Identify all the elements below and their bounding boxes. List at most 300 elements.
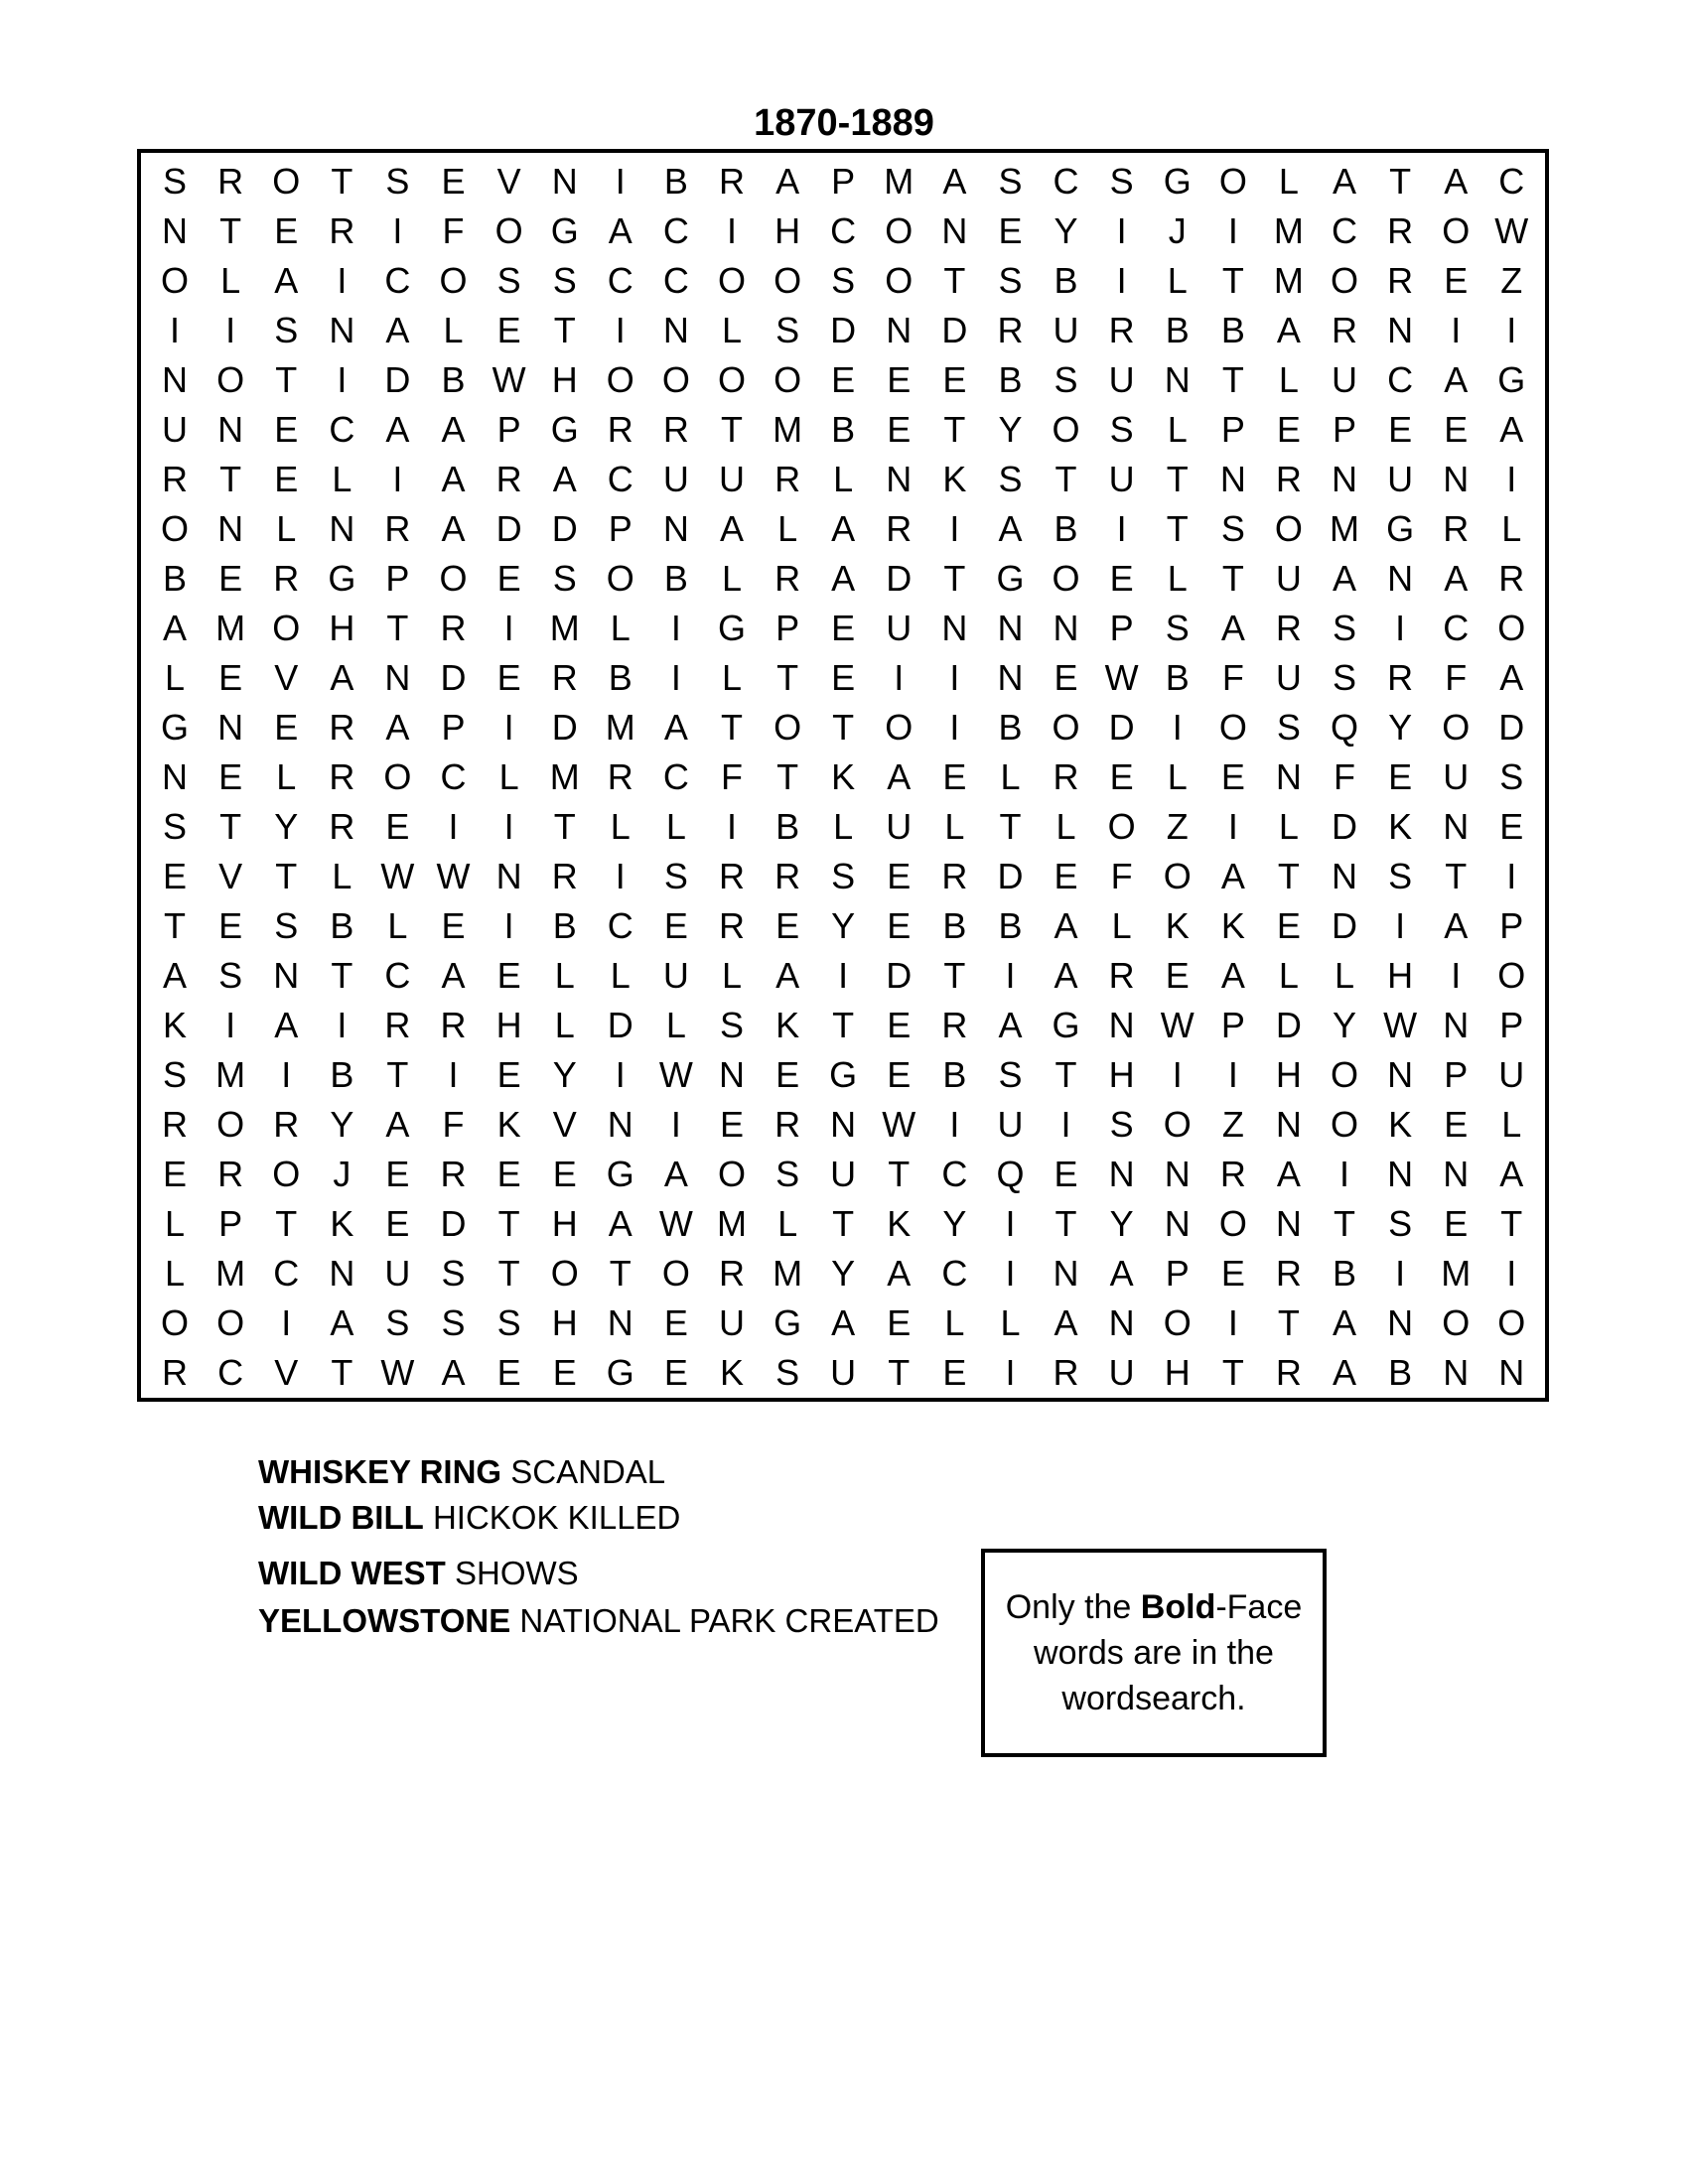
- grid-letter[interactable]: A: [1220, 608, 1245, 648]
- grid-letter[interactable]: U: [1332, 359, 1358, 400]
- grid-letter[interactable]: A: [608, 210, 633, 251]
- grid-letter[interactable]: C: [1498, 161, 1525, 202]
- grid-letter[interactable]: C: [1443, 608, 1470, 648]
- grid-letter[interactable]: E: [1109, 558, 1134, 599]
- grid-letter[interactable]: I: [670, 657, 681, 698]
- grid-letter[interactable]: G: [550, 409, 579, 450]
- grid-letter[interactable]: E: [719, 1104, 744, 1145]
- grid-letter[interactable]: O: [1442, 707, 1471, 748]
- grid-letter[interactable]: E: [496, 558, 521, 599]
- grid-letter[interactable]: B: [552, 905, 577, 946]
- grid-letter[interactable]: T: [1055, 1203, 1077, 1244]
- grid-letter[interactable]: A: [441, 955, 466, 996]
- grid-letter[interactable]: B: [831, 409, 856, 450]
- grid-letter[interactable]: I: [894, 657, 905, 698]
- grid-letter[interactable]: P: [775, 608, 800, 648]
- grid-letter[interactable]: G: [996, 558, 1025, 599]
- grid-letter[interactable]: B: [1388, 1352, 1413, 1393]
- grid-letter[interactable]: N: [1219, 459, 1246, 499]
- grid-letter[interactable]: T: [1055, 1054, 1077, 1095]
- grid-letter[interactable]: I: [1227, 1054, 1238, 1095]
- grid-letter[interactable]: A: [441, 409, 466, 450]
- grid-letter[interactable]: P: [1220, 1005, 1245, 1045]
- grid-letter[interactable]: E: [274, 210, 299, 251]
- grid-letter[interactable]: S: [719, 1005, 744, 1045]
- grid-letter[interactable]: N: [1387, 310, 1414, 350]
- grid-letter[interactable]: I: [949, 707, 960, 748]
- grid-letter[interactable]: I: [503, 707, 514, 748]
- grid-letter[interactable]: O: [1052, 707, 1080, 748]
- grid-letter[interactable]: I: [337, 359, 348, 400]
- grid-letter[interactable]: Z: [1500, 260, 1523, 301]
- grid-letter[interactable]: R: [1108, 310, 1135, 350]
- grid-letter[interactable]: I: [1172, 1054, 1183, 1095]
- grid-letter[interactable]: D: [384, 359, 411, 400]
- grid-letter[interactable]: Z: [1166, 806, 1189, 847]
- grid-letter[interactable]: Y: [831, 905, 856, 946]
- grid-letter[interactable]: A: [1220, 955, 1245, 996]
- grid-letter[interactable]: N: [1387, 1154, 1414, 1194]
- grid-letter[interactable]: Y: [942, 1203, 967, 1244]
- grid-letter[interactable]: N: [1443, 806, 1470, 847]
- grid-letter[interactable]: J: [1168, 210, 1187, 251]
- grid-letter[interactable]: R: [384, 1005, 411, 1045]
- grid-letter[interactable]: C: [1332, 210, 1358, 251]
- grid-letter[interactable]: A: [1444, 359, 1469, 400]
- grid-letter[interactable]: L: [777, 1203, 798, 1244]
- grid-letter[interactable]: G: [774, 1302, 802, 1343]
- grid-letter[interactable]: T: [1334, 1203, 1356, 1244]
- grid-letter[interactable]: I: [503, 608, 514, 648]
- grid-letter[interactable]: E: [942, 359, 967, 400]
- grid-letter[interactable]: O: [439, 260, 468, 301]
- grid-letter[interactable]: O: [272, 161, 301, 202]
- grid-letter[interactable]: I: [225, 1005, 236, 1045]
- grid-letter[interactable]: G: [328, 558, 356, 599]
- grid-letter[interactable]: E: [496, 310, 521, 350]
- grid-letter[interactable]: T: [1389, 161, 1412, 202]
- grid-letter[interactable]: A: [1333, 1302, 1357, 1343]
- grid-letter[interactable]: N: [1108, 1302, 1135, 1343]
- grid-letter[interactable]: I: [281, 1054, 292, 1095]
- grid-letter[interactable]: O: [717, 260, 746, 301]
- grid-letter[interactable]: O: [1497, 608, 1526, 648]
- grid-letter[interactable]: E: [887, 1005, 912, 1045]
- grid-letter[interactable]: E: [218, 905, 243, 946]
- grid-letter[interactable]: I: [1506, 459, 1517, 499]
- grid-letter[interactable]: I: [1506, 310, 1517, 350]
- grid-letter[interactable]: O: [1274, 508, 1303, 549]
- grid-letter[interactable]: L: [165, 1253, 186, 1294]
- grid-letter[interactable]: N: [1387, 1302, 1414, 1343]
- grid-letter[interactable]: S: [552, 260, 577, 301]
- grid-letter[interactable]: B: [1165, 310, 1190, 350]
- grid-letter[interactable]: T: [386, 608, 409, 648]
- grid-letter[interactable]: A: [163, 608, 188, 648]
- grid-letter[interactable]: R: [329, 756, 355, 797]
- grid-letter[interactable]: R: [774, 856, 801, 896]
- grid-letter[interactable]: L: [220, 260, 241, 301]
- grid-letter[interactable]: H: [774, 210, 801, 251]
- grid-letter[interactable]: M: [1441, 1253, 1472, 1294]
- grid-letter[interactable]: T: [219, 210, 242, 251]
- grid-letter[interactable]: I: [1339, 1154, 1350, 1194]
- grid-letter[interactable]: B: [441, 359, 466, 400]
- grid-letter[interactable]: C: [384, 955, 411, 996]
- grid-letter[interactable]: R: [607, 409, 633, 450]
- grid-letter[interactable]: W: [1104, 657, 1139, 698]
- grid-letter[interactable]: U: [1275, 657, 1302, 698]
- grid-letter[interactable]: K: [1388, 1104, 1413, 1145]
- grid-letter[interactable]: U: [1443, 756, 1470, 797]
- grid-letter[interactable]: N: [273, 955, 300, 996]
- grid-letter[interactable]: E: [942, 1352, 967, 1393]
- grid-letter[interactable]: E: [887, 1054, 912, 1095]
- grid-letter[interactable]: K: [775, 1005, 800, 1045]
- grid-letter[interactable]: R: [1387, 657, 1414, 698]
- grid-letter[interactable]: R: [1498, 558, 1525, 599]
- grid-letter[interactable]: V: [274, 657, 299, 698]
- grid-letter[interactable]: N: [217, 707, 244, 748]
- grid-letter[interactable]: O: [439, 558, 468, 599]
- grid-letter[interactable]: T: [1277, 856, 1300, 896]
- grid-letter[interactable]: E: [218, 756, 243, 797]
- grid-letter[interactable]: A: [1054, 905, 1078, 946]
- grid-letter[interactable]: N: [551, 161, 578, 202]
- grid-letter[interactable]: L: [443, 310, 464, 350]
- grid-letter[interactable]: R: [1332, 310, 1358, 350]
- grid-letter[interactable]: W: [658, 1054, 693, 1095]
- grid-letter[interactable]: E: [887, 409, 912, 450]
- grid-letter[interactable]: I: [503, 806, 514, 847]
- grid-letter[interactable]: S: [998, 1054, 1023, 1095]
- grid-letter[interactable]: T: [1277, 1302, 1300, 1343]
- grid-letter[interactable]: I: [615, 161, 626, 202]
- grid-letter[interactable]: R: [1275, 1352, 1302, 1393]
- grid-letter[interactable]: A: [663, 1154, 688, 1194]
- grid-letter[interactable]: A: [831, 508, 856, 549]
- grid-letter[interactable]: A: [1054, 1302, 1078, 1343]
- grid-letter[interactable]: R: [273, 1104, 300, 1145]
- grid-letter[interactable]: B: [942, 905, 967, 946]
- grid-letter[interactable]: A: [441, 1352, 466, 1393]
- grid-letter[interactable]: A: [1220, 856, 1245, 896]
- grid-letter[interactable]: W: [658, 1203, 693, 1244]
- grid-letter[interactable]: A: [1109, 1253, 1134, 1294]
- grid-letter[interactable]: O: [885, 260, 914, 301]
- grid-letter[interactable]: T: [1221, 558, 1244, 599]
- grid-letter[interactable]: L: [1000, 756, 1021, 797]
- grid-letter[interactable]: I: [1227, 806, 1238, 847]
- grid-letter[interactable]: I: [1005, 955, 1016, 996]
- grid-letter[interactable]: I: [1116, 508, 1127, 549]
- grid-letter[interactable]: R: [662, 409, 689, 450]
- grid-letter[interactable]: N: [329, 1253, 355, 1294]
- grid-letter[interactable]: E: [496, 955, 521, 996]
- grid-letter[interactable]: E: [1499, 806, 1524, 847]
- grid-letter[interactable]: U: [1498, 1054, 1525, 1095]
- grid-letter[interactable]: D: [440, 657, 467, 698]
- grid-letter[interactable]: L: [1111, 905, 1132, 946]
- grid-letter[interactable]: O: [1107, 806, 1136, 847]
- grid-letter[interactable]: A: [775, 161, 800, 202]
- grid-letter[interactable]: L: [276, 508, 297, 549]
- grid-letter[interactable]: A: [385, 409, 410, 450]
- grid-letter[interactable]: V: [496, 161, 521, 202]
- grid-letter[interactable]: A: [330, 1302, 354, 1343]
- grid-letter[interactable]: Y: [552, 1054, 577, 1095]
- grid-letter[interactable]: W: [492, 359, 526, 400]
- grid-letter[interactable]: A: [831, 558, 856, 599]
- grid-letter[interactable]: T: [1166, 459, 1189, 499]
- grid-letter[interactable]: M: [549, 756, 580, 797]
- grid-letter[interactable]: R: [440, 608, 467, 648]
- grid-letter[interactable]: O: [606, 558, 634, 599]
- grid-letter[interactable]: B: [1054, 260, 1078, 301]
- grid-letter[interactable]: I: [670, 1104, 681, 1145]
- grid-letter[interactable]: O: [494, 210, 523, 251]
- grid-letter[interactable]: B: [1054, 508, 1078, 549]
- grid-letter[interactable]: I: [1506, 1253, 1517, 1294]
- grid-letter[interactable]: E: [887, 856, 912, 896]
- grid-letter[interactable]: O: [1497, 1302, 1526, 1343]
- grid-letter[interactable]: A: [1499, 409, 1524, 450]
- grid-letter[interactable]: O: [661, 359, 690, 400]
- grid-letter[interactable]: K: [330, 1203, 354, 1244]
- grid-letter[interactable]: V: [218, 856, 243, 896]
- grid-letter[interactable]: A: [441, 459, 466, 499]
- grid-letter[interactable]: E: [496, 1054, 521, 1095]
- grid-letter[interactable]: L: [1501, 1104, 1522, 1145]
- grid-letter[interactable]: O: [272, 1154, 301, 1194]
- grid-letter[interactable]: E: [1276, 409, 1301, 450]
- grid-letter[interactable]: B: [663, 161, 688, 202]
- grid-letter[interactable]: O: [1442, 210, 1471, 251]
- grid-letter[interactable]: I: [448, 806, 459, 847]
- grid-letter[interactable]: M: [605, 707, 635, 748]
- grid-letter[interactable]: L: [1278, 955, 1299, 996]
- grid-letter[interactable]: Y: [274, 806, 299, 847]
- grid-letter[interactable]: Z: [1221, 1104, 1244, 1145]
- grid-letter[interactable]: I: [670, 608, 681, 648]
- grid-letter[interactable]: K: [1220, 905, 1245, 946]
- grid-letter[interactable]: R: [384, 508, 411, 549]
- grid-letter[interactable]: E: [1388, 756, 1413, 797]
- grid-letter[interactable]: S: [274, 310, 299, 350]
- grid-letter[interactable]: A: [1444, 558, 1469, 599]
- grid-letter[interactable]: T: [943, 558, 966, 599]
- grid-letter[interactable]: L: [721, 657, 742, 698]
- grid-letter[interactable]: N: [1387, 1054, 1414, 1095]
- grid-letter[interactable]: H: [1164, 1352, 1191, 1393]
- grid-letter[interactable]: O: [774, 359, 802, 400]
- grid-letter[interactable]: G: [606, 1154, 634, 1194]
- grid-letter[interactable]: A: [1333, 161, 1357, 202]
- grid-letter[interactable]: T: [386, 1054, 409, 1095]
- grid-letter[interactable]: T: [1055, 459, 1077, 499]
- grid-letter[interactable]: M: [215, 608, 246, 648]
- grid-letter[interactable]: E: [218, 558, 243, 599]
- grid-letter[interactable]: L: [1167, 409, 1188, 450]
- grid-letter[interactable]: P: [496, 409, 521, 450]
- grid-letter[interactable]: A: [1499, 1154, 1524, 1194]
- grid-letter[interactable]: O: [717, 359, 746, 400]
- grid-letter[interactable]: M: [549, 608, 580, 648]
- grid-letter[interactable]: N: [217, 508, 244, 549]
- grid-letter[interactable]: N: [941, 210, 968, 251]
- grid-letter[interactable]: E: [496, 1352, 521, 1393]
- grid-letter[interactable]: O: [1331, 1104, 1359, 1145]
- grid-letter[interactable]: E: [831, 608, 856, 648]
- grid-letter[interactable]: T: [1500, 1203, 1523, 1244]
- grid-letter[interactable]: A: [552, 459, 577, 499]
- grid-letter[interactable]: S: [998, 260, 1023, 301]
- grid-letter[interactable]: D: [941, 310, 968, 350]
- grid-letter[interactable]: I: [1116, 260, 1127, 301]
- grid-letter[interactable]: H: [495, 1005, 522, 1045]
- grid-letter[interactable]: T: [943, 955, 966, 996]
- grid-letter[interactable]: O: [1052, 558, 1080, 599]
- grid-letter[interactable]: O: [216, 359, 245, 400]
- grid-letter[interactable]: N: [1275, 756, 1302, 797]
- grid-letter[interactable]: A: [1276, 310, 1301, 350]
- grid-letter[interactable]: G: [1163, 161, 1192, 202]
- grid-letter[interactable]: W: [882, 1104, 916, 1145]
- grid-letter[interactable]: I: [726, 210, 737, 251]
- grid-letter[interactable]: E: [1054, 657, 1078, 698]
- grid-letter[interactable]: R: [440, 1154, 467, 1194]
- grid-letter[interactable]: Y: [1109, 1203, 1134, 1244]
- grid-letter[interactable]: T: [776, 657, 799, 698]
- grid-letter[interactable]: A: [1333, 1352, 1357, 1393]
- grid-letter[interactable]: N: [662, 310, 689, 350]
- grid-letter[interactable]: H: [329, 608, 355, 648]
- grid-letter[interactable]: F: [720, 756, 743, 797]
- grid-letter[interactable]: N: [662, 508, 689, 549]
- grid-letter[interactable]: A: [385, 1104, 410, 1145]
- grid-letter[interactable]: P: [1444, 1054, 1469, 1095]
- grid-letter[interactable]: W: [436, 856, 471, 896]
- grid-letter[interactable]: T: [1221, 359, 1244, 400]
- grid-letter[interactable]: Y: [831, 1253, 856, 1294]
- grid-letter[interactable]: E: [1444, 409, 1469, 450]
- grid-letter[interactable]: S: [775, 1352, 800, 1393]
- grid-letter[interactable]: F: [1334, 756, 1356, 797]
- grid-letter[interactable]: P: [1499, 905, 1524, 946]
- grid-letter[interactable]: A: [1333, 558, 1357, 599]
- grid-letter[interactable]: T: [164, 905, 187, 946]
- grid-letter[interactable]: N: [1332, 856, 1358, 896]
- grid-letter[interactable]: L: [777, 508, 798, 549]
- grid-letter[interactable]: K: [1165, 905, 1190, 946]
- grid-letter[interactable]: N: [162, 359, 189, 400]
- grid-letter[interactable]: N: [329, 310, 355, 350]
- grid-letter[interactable]: U: [1108, 1352, 1135, 1393]
- grid-letter[interactable]: R: [941, 856, 968, 896]
- grid-letter[interactable]: N: [162, 756, 189, 797]
- grid-letter[interactable]: E: [942, 756, 967, 797]
- grid-letter[interactable]: U: [1108, 359, 1135, 400]
- grid-letter[interactable]: K: [496, 1104, 521, 1145]
- grid-letter[interactable]: C: [662, 756, 689, 797]
- grid-letter[interactable]: N: [830, 1104, 857, 1145]
- grid-letter[interactable]: D: [1275, 1005, 1302, 1045]
- grid-letter[interactable]: R: [718, 161, 745, 202]
- grid-letter[interactable]: V: [552, 1104, 577, 1145]
- grid-letter[interactable]: T: [1445, 856, 1468, 896]
- grid-letter[interactable]: G: [1052, 1005, 1080, 1045]
- grid-letter[interactable]: A: [441, 508, 466, 549]
- grid-letter[interactable]: P: [1333, 409, 1357, 450]
- grid-letter[interactable]: T: [832, 1005, 855, 1045]
- grid-letter[interactable]: E: [887, 905, 912, 946]
- grid-letter[interactable]: S: [1109, 409, 1134, 450]
- grid-letter[interactable]: I: [337, 260, 348, 301]
- grid-letter[interactable]: I: [503, 905, 514, 946]
- grid-letter[interactable]: S: [1109, 1104, 1134, 1145]
- grid-letter[interactable]: S: [663, 856, 688, 896]
- grid-letter[interactable]: I: [1116, 210, 1127, 251]
- grid-letter[interactable]: E: [552, 1154, 577, 1194]
- grid-letter[interactable]: O: [1331, 1054, 1359, 1095]
- grid-letter[interactable]: S: [385, 161, 410, 202]
- grid-letter[interactable]: S: [1109, 161, 1134, 202]
- grid-letter[interactable]: I: [1172, 707, 1183, 748]
- grid-letter[interactable]: I: [838, 955, 849, 996]
- grid-letter[interactable]: R: [551, 856, 578, 896]
- grid-letter[interactable]: T: [999, 806, 1022, 847]
- grid-letter[interactable]: N: [217, 409, 244, 450]
- grid-letter[interactable]: N: [162, 210, 189, 251]
- grid-letter[interactable]: I: [615, 310, 626, 350]
- grid-letter[interactable]: C: [830, 210, 857, 251]
- grid-letter[interactable]: E: [1444, 1104, 1469, 1145]
- grid-letter[interactable]: A: [385, 707, 410, 748]
- grid-letter[interactable]: B: [1165, 657, 1190, 698]
- grid-letter[interactable]: B: [330, 905, 354, 946]
- grid-letter[interactable]: S: [998, 161, 1023, 202]
- grid-letter[interactable]: N: [607, 1104, 633, 1145]
- grid-letter[interactable]: S: [831, 260, 856, 301]
- grid-letter[interactable]: O: [216, 1104, 245, 1145]
- grid-letter[interactable]: L: [610, 955, 631, 996]
- grid-letter[interactable]: W: [1160, 1005, 1195, 1045]
- grid-letter[interactable]: R: [162, 459, 189, 499]
- grid-letter[interactable]: L: [721, 955, 742, 996]
- grid-letter[interactable]: N: [1387, 558, 1414, 599]
- grid-letter[interactable]: A: [942, 161, 967, 202]
- grid-letter[interactable]: L: [1278, 806, 1299, 847]
- grid-letter[interactable]: N: [1443, 1154, 1470, 1194]
- grid-letter[interactable]: R: [1108, 955, 1135, 996]
- grid-letter[interactable]: A: [998, 508, 1023, 549]
- grid-letter[interactable]: I: [1227, 210, 1238, 251]
- grid-letter[interactable]: L: [944, 806, 965, 847]
- grid-letter[interactable]: P: [385, 558, 410, 599]
- grid-letter[interactable]: G: [550, 210, 579, 251]
- grid-letter[interactable]: R: [1387, 260, 1414, 301]
- grid-letter[interactable]: S: [385, 1302, 410, 1343]
- grid-letter[interactable]: R: [718, 856, 745, 896]
- grid-letter[interactable]: A: [775, 955, 800, 996]
- grid-letter[interactable]: C: [662, 210, 689, 251]
- grid-letter[interactable]: U: [162, 409, 189, 450]
- grid-letter[interactable]: L: [833, 806, 854, 847]
- grid-letter[interactable]: E: [441, 905, 466, 946]
- grid-letter[interactable]: S: [831, 856, 856, 896]
- grid-letter[interactable]: I: [1005, 1253, 1016, 1294]
- grid-letter[interactable]: S: [1388, 856, 1413, 896]
